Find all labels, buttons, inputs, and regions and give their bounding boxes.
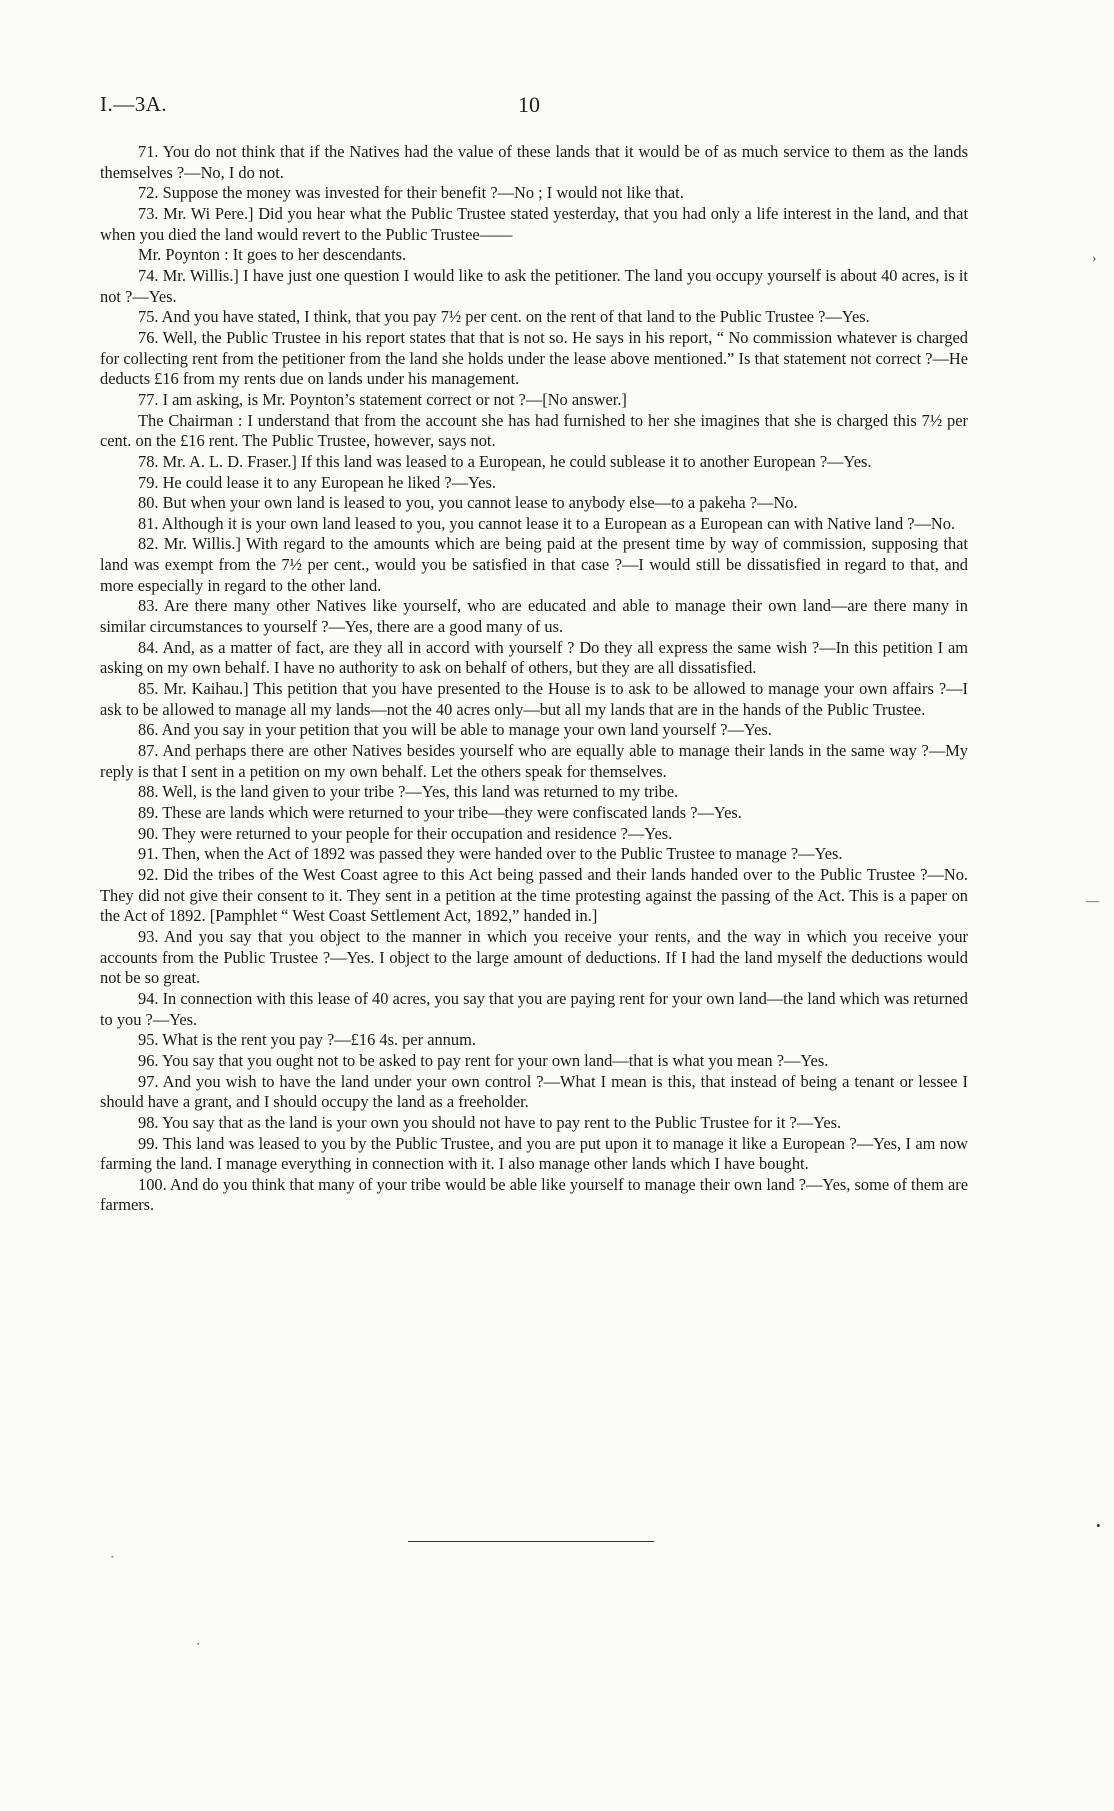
- paragraph-76: 76. Well, the Public Trustee in his report states that that is not so. He says in his report, “ No commission whatever is charged for collecting rent from the petitioner from the land she holds under the lease above mentioned.” Is that statement not correct ?—He deducts £16 from my rents due on lands under his management.: [100, 327, 968, 389]
- paragraph-85: 85. Mr. Kaihau.] This petition that you have presented to the House is to ask to be allowed to manage your own affairs ?—I ask to be allowed to manage all my lands—not the 40 acres only—but all my lands that are in the hands of the Public Trustee.: [100, 679, 968, 719]
- paragraph-97: 97. And you wish to have the land under your own control ?—What I mean is this, that instead of being a tenant or lessee I should have a grant, and I should occupy the land as a freeholder.: [100, 1071, 968, 1112]
- paragraph-89: 89. These are lands which were returned to your tribe—they were confiscated lands ?—Yes.: [138, 803, 742, 822]
- paragraph-95: 95. What is the rent you pay ?—£16 4s. per annum.: [138, 1030, 476, 1050]
- paragraph-73: 73. Mr. Wi Pere.] Did you hear what the Public Trustee stated yesterday, that you had only a life interest in the land, and that when you died the land would revert to the Public Trustee——: [100, 203, 968, 244]
- paragraph-96: 96. You say that you ought not to be asked to pay rent for your own land—that is what you mean ?—Yes.: [138, 1050, 829, 1070]
- paragraph-100: 100. And do you think that many of your tribe would be able like yourself to manage their own land ?—Yes, some of them are farmers.: [100, 1174, 968, 1215]
- paragraph-80: 80. But when your own land is leased to you, you cannot lease to anybody else—to a pakeha ?—No.: [138, 493, 798, 513]
- paragraph-chairman-remark: The Chairman : I understand that from the account she has had furnished to her she imagines that she is charged this 7½ per cent. on the £16 rent. The Public Trustee, however, says not.: [100, 410, 968, 451]
- margin-dash-mark: —: [1086, 893, 1099, 908]
- margin-dot-mark: •: [1096, 1518, 1101, 1533]
- paragraph-94: 94. In connection with this lease of 40 acres, you say that you are paying rent for your own land—the land which was returned to you ?—Yes.: [100, 988, 968, 1029]
- paragraph-88: 88. Well, is the land given to your tribe ?—Yes, this land was returned to my tribe.: [138, 782, 679, 802]
- paragraph-79: 79. He could lease it to any European he liked ?—Yes.: [138, 472, 496, 492]
- margin-dot-mark: ·: [196, 1636, 201, 1651]
- paragraph-90: 90. They were returned to your people for their occupation and residence ?—Yes.: [138, 823, 673, 843]
- paragraph-81: 81. Although it is your own land leased to you, you cannot lease it to a European as a European can with Native land ?—No.: [138, 513, 956, 533]
- paragraph-75: 75. And you have stated, I think, that you pay 7½ per cent. on the rent of that land to the Public Trustee ?—Yes.: [138, 307, 870, 327]
- margin-dot-mark: ·: [110, 1549, 115, 1564]
- paragraph-84: 84. And, as a matter of fact, are they all in accord with yourself ? Do they all express the same wish ?—In this petition I am asking on my own behalf. I have no authority to ask on behalf of others, but they are all dissatisfied.: [100, 637, 968, 678]
- paragraph-78: 78. Mr. A. L. D. Fraser.] If this land was leased to a European, he could sublease it to another European ?—Yes.: [138, 451, 872, 471]
- paragraph-98: 98. You say that as the land is your own you should not have to pay rent to the Public Trustee for it ?—Yes.: [138, 1112, 842, 1132]
- paragraph-93: 93. And you say that you object to the manner in which you receive your rents, and the way in which you receive your accounts from the Public Trustee ?—Yes. I object to the large amount of deductions. If I had the land myself the deductions would not be so great.: [100, 926, 968, 988]
- margin-arrow-mark: ›: [1092, 250, 1097, 265]
- paragraph-82: 82. Mr. Willis.] With regard to the amounts which are being paid at the present time by way of commission, supposing that land was exempt from the 7½ per cent., would you be satisfied in that case ?—I would still be dissatisfied in regard to that, and more especially in regard to the other land.: [100, 534, 968, 595]
- paragraph-87: 87. And perhaps there are other Natives besides yourself who are equally able to manage their lands in the same way ?—My reply is that I sent in a petition on my own behalf. Let the others speak for themselves.: [100, 741, 968, 781]
- paragraph-91: 91. Then, when the Act of 1892 was passed they were handed over to the Public Trustee to manage ?—Yes.: [138, 844, 843, 864]
- paragraph-71: 71. You do not think that if the Natives had the value of these lands that it would be of as much service to them as the lands themselves ?—No, I do not.: [100, 142, 968, 182]
- closing-rule: [408, 1541, 654, 1542]
- paragraph-92: 92. Did the tribes of the West Coast agree to this Act being passed and their lands handed over to the Public Trustee ?—No. They did not give their consent to it. They sent in a petition at the time protesting against the passing of the Act. This is a paper on the Act of 1892. [Pamphlet “ West Coast Settlement Act, 1892,” handed in.]: [100, 864, 968, 926]
- paragraph-74: 74. Mr. Willis.] I have just one question I would like to ask the petitioner. The land you occupy yourself is about 40 acres, is it not ?—Yes.: [100, 265, 968, 306]
- paragraph-99: 99. This land was leased to you by the Public Trustee, and you are put upon it to manage it like a European ?—Yes, I am now farming the land. I manage everything in connection with it. I also manage other lands which I have bought.: [100, 1133, 968, 1174]
- page-number: 10: [518, 92, 540, 117]
- page-header: [100, 92, 980, 122]
- document-reference: I.—3A.: [100, 92, 168, 116]
- paragraph-77: 77. I am asking, is Mr. Poynton’s statement correct or not ?—[No answer.]: [138, 389, 627, 409]
- paragraph-86: 86. And you say in your petition that you will be able to manage your own land yourself ?—Yes.: [138, 720, 772, 740]
- testimony-body: [100, 142, 968, 1216]
- paragraph-83: 83. Are there many other Natives like yourself, who are educated and able to manage their own land—are there many in similar circumstances to yourself ?—Yes, there are a good many of us.: [100, 596, 968, 637]
- paragraph-72: 72. Suppose the money was invested for their benefit ?—No ; I would not like that.: [138, 183, 684, 203]
- paragraph-poynton-remark: Mr. Poynton : It goes to her descendants.: [138, 245, 407, 265]
